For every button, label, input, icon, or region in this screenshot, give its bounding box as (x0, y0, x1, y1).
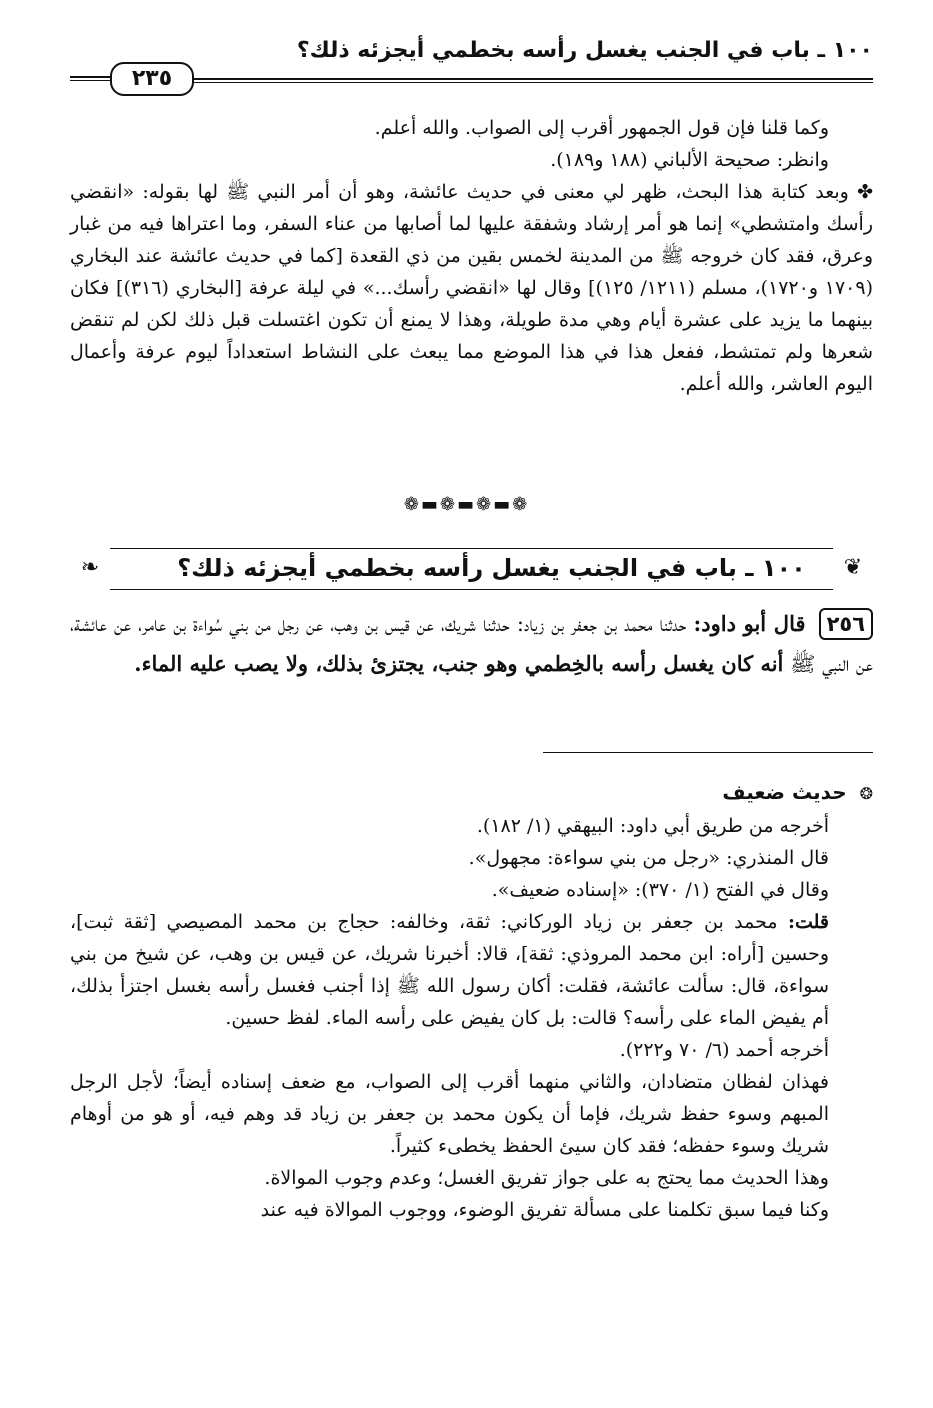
running-title: ١٠٠ ـ باب في الجنب يغسل رأسه بخطمي أيجزئه ذلك؟ (296, 38, 873, 63)
chapter-title: ١٠٠ ـ باب في الجنب يغسل رأسه بخطمي أيجزئه ذلك؟ (177, 554, 806, 582)
hadith-isnad: حدثنا محمد بن جعفر بن زياد: حدثنا شريك، عن قيس بن وهب، عن رجل من بني سُواءة بن عامر، عن عائشة، عن النبي ﷺ (70, 612, 873, 676)
chapter-heading (70, 548, 873, 592)
qultu-text: محمد بن جعفر بن زياد الوركاني: ثقة، وخالفه: حجاج بن محمد المصيصي [ثقة ثبت]، وحسين [أراه: ابن محمد المروذي: ثقة]، قالا: أخبرنا شريك، عن قيس بن وهب، عن شيخ من بني سواءة، قال: سألت عائشة، فقلت: أكان رسول الله ﷺ إذا أجنب فغسل رأسه بغسل اجتزأ بذلك، أم يفيض الماء على رأسه؟ قالت: بل كان يفيض على رأسه الماء. لفظ حسين. (70, 911, 829, 1029)
grade-heading (70, 776, 873, 810)
header-rule-tail (70, 76, 110, 81)
header-rule (170, 78, 873, 83)
intro-paragraph: ✤ وبعد كتابة هذا البحث، ظهر لي معنى في حديث عائشة، وهو أن أمر النبي ﷺ لها بقوله: «انقضي رأسك وامتشطي» إنما هو أمر إرشاد وشفقة عليها لما أصابها من عناء السفر، وما اعتراها فيه من غبار وعرق، فقد كان خروجه ﷺ من المدينة لخمس بقين من ذي القعدة [كما في حديث عائشة عند البخاري (١٧٠٩ و١٧٢٠)، مسلم (١٢١١/ ١٢٥)] وقال لها «انقضي رأسك...» في ليلة عرفة [البخاري (٣١٦)] فكان بينهما ما يزيد على عشرة أيام وهي مدة طويلة، وهذا لا يمنع أن تكون اغتسلت قبل ذلك لكن لم تنقض شعرها ولم تمتشط، ففعل هذا في هذا الموضع مما يبعث على النشاط استعداداً ليوم عرفة وأعمال اليوم العاشر، والله أعلم. (70, 181, 873, 395)
takhrij-section (70, 810, 873, 1226)
takhrij-line-3: وقال في الفتح (١/ ٣٧٠): «إسناده ضعيف». (491, 879, 829, 901)
hadith-number-badge: ٢٥٦ (819, 608, 873, 640)
page-number: ٢٣٥ (110, 62, 194, 96)
usage-line: وهذا الحديث مما يحتج به على جواز تفريق الغسل؛ وعدم وجوب الموالاة. (264, 1167, 829, 1189)
qultu-paragraph (70, 906, 873, 1034)
hadith-text (70, 604, 873, 684)
running-header (70, 28, 873, 91)
hadith-matn: أنه كان يغسل رأسه بالخِطمي وهو جنب، يجتزئ بذلك، ولا يصب عليه الماء. (134, 651, 784, 676)
intro-line-2: وانظر: صحيحة الألباني (١٨٨ و١٨٩). (550, 149, 829, 171)
takhrij-line-2: قال المنذري: «رجل من بني سواءة: مجهول». (468, 847, 829, 869)
qultu-label: قلت: (787, 911, 830, 933)
footnote-separator (543, 752, 873, 753)
chapter-ornament-right-icon: ❦ (843, 555, 863, 580)
intro-line-1: وكما قلنا فإن قول الجمهور أقرب إلى الصواب. والله أعلم. (374, 117, 829, 139)
intro-section (70, 112, 873, 400)
grade-marker-icon: ❂ (859, 784, 873, 803)
last-line: وكنا فيما سبق تكلمنا على مسألة تفريق الوضوء، ووجوب الموالاة فيه عند (260, 1199, 829, 1221)
conclusion-paragraph: فهذان لفظان متضادان، والثاني منهما أقرب إلى الصواب، مع ضعف إسناده أيضاً؛ لأجل الرجل المبهم وسوء حفظ شريك، فإما أن يكون محمد بن جعفر بن زياد قد وهم فيه، أو هو من أوهام شريك وسوء حفظه؛ فقد كان سيئ الحفظ يخطىء كثيراً. (70, 1071, 829, 1157)
chapter-ornament-left-icon: ❧ (80, 555, 100, 580)
ahmad-reference: أخرجه أحمد (٦/ ٧٠ و٢٢٢). (619, 1039, 829, 1061)
takhrij-line-1: أخرجه من طريق أبي داود: البيهقي (١/ ١٨٢). (476, 815, 829, 837)
hadith-narrator-intro: قال أبو داود: (693, 611, 806, 636)
section-ornament: ❁▬❁▬❁▬❁ (403, 494, 530, 515)
grade-label: حديث ضعيف (722, 780, 847, 804)
